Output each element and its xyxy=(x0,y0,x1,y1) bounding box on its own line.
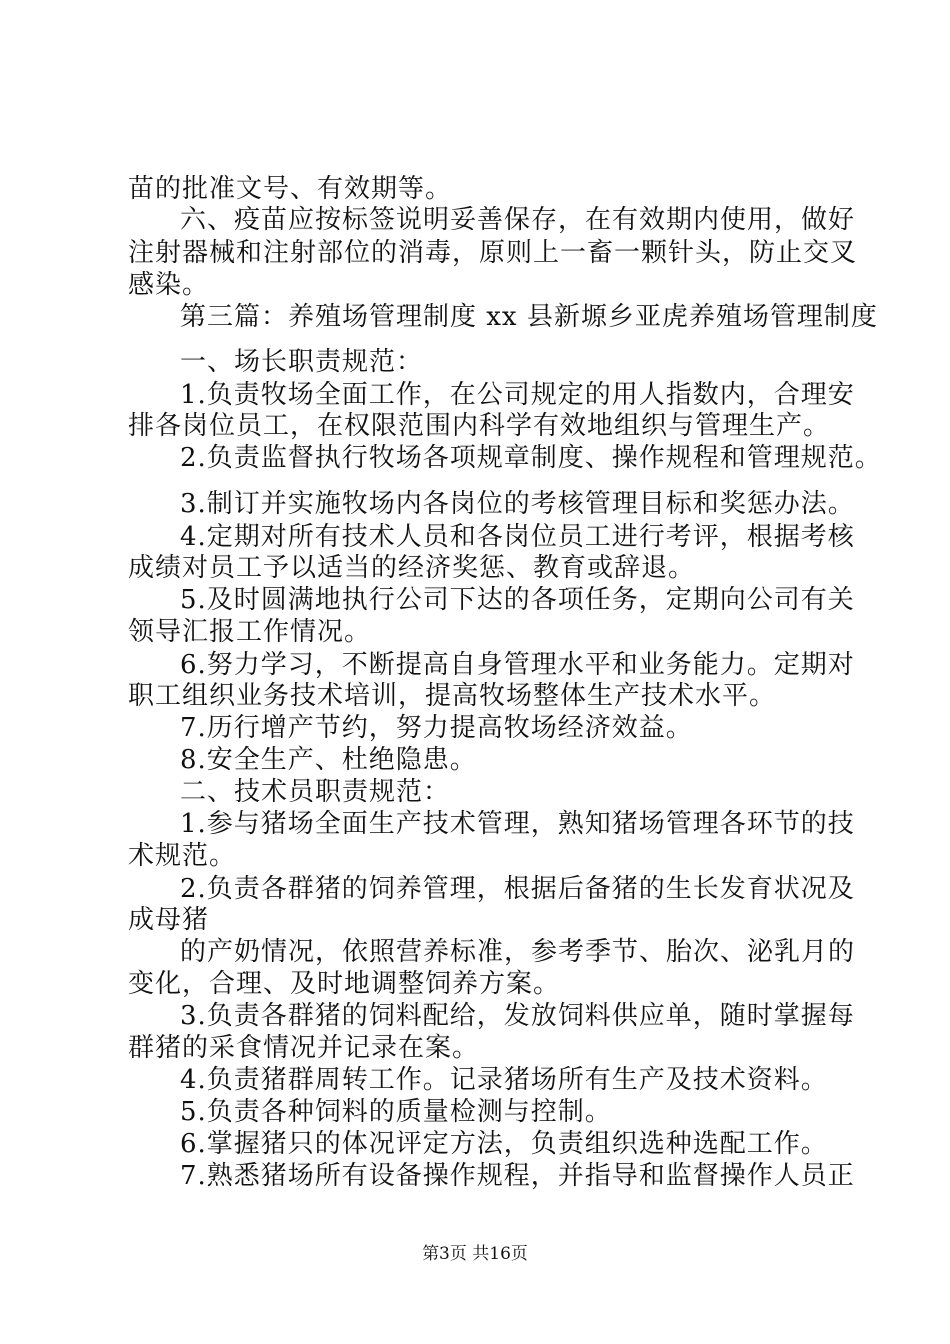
text-line: 变化，合理、及时地调整饲养方案。 xyxy=(128,969,561,999)
text-line: 7.历行增产节约，努力提高牧场经济效益。 xyxy=(180,713,693,743)
text-line: 2.负责监督执行牧场各项规章制度、操作规程和管理规范。 xyxy=(180,443,882,473)
text-line: 六、疫苗应按标签说明妥善保存，在有效期内使用，做好 xyxy=(180,205,856,235)
text-line: 4.定期对所有技术人员和各岗位员工进行考评，根据考核 xyxy=(180,522,855,552)
text-line: 5.负责各种饲料的质量检测与控制。 xyxy=(180,1097,612,1127)
text-line: 3.制订并实施牧场内各岗位的考核管理目标和奖惩办法。 xyxy=(180,489,855,519)
text-line: 排各岗位员工，在权限范围内科学有效地组织与管理生产。 xyxy=(128,411,831,441)
text-line: 术规范。 xyxy=(128,841,237,871)
section-heading: 第三篇：养殖场管理制度 xx 县新塬乡亚虎养殖场管理制度 xyxy=(180,302,878,332)
text-line: 苗的批准文号、有效期等。 xyxy=(128,174,453,204)
text-line: 1.参与猪场全面生产技术管理，熟知猪场管理各环节的技 xyxy=(180,809,855,839)
text-line: 职工组织业务技术培训，提高牧场整体生产技术水平。 xyxy=(128,681,777,711)
text-line: 一、场长职责规范： xyxy=(180,347,424,377)
text-line: 6.掌握猪只的体况评定方法，负责组织选种选配工作。 xyxy=(180,1129,828,1159)
text-line: 6.努力学习，不断提高自身管理水平和业务能力。定期对 xyxy=(180,650,855,680)
text-line: 领导汇报工作情况。 xyxy=(128,617,372,647)
text-line: 3.负责各群猪的饲料配给，发放饲料供应单，随时掌握每 xyxy=(180,1001,855,1031)
text-line: 感染。 xyxy=(128,270,210,300)
text-line: 注射器械和注射部位的消毒，原则上一畜一颗针头，防止交叉 xyxy=(128,238,858,268)
text-line: 成母猪 xyxy=(128,905,210,935)
text-line: 5.及时圆满地执行公司下达的各项任务，定期向公司有关 xyxy=(180,585,855,615)
text-line: 4.负责猪群周转工作。记录猪场所有生产及技术资料。 xyxy=(180,1065,828,1095)
page-number-footer: 第3页 共16页 xyxy=(422,1244,528,1264)
text-line: 8.安全生产、杜绝隐患。 xyxy=(180,745,477,775)
text-line: 的产奶情况，依照营养标准，参考季节、胎次、泌乳月的 xyxy=(180,937,856,967)
text-line: 7.熟悉猪场所有设备操作规程，并指导和监督操作人员正 xyxy=(180,1161,855,1191)
text-line: 2.负责各群猪的饲养管理，根据后备猪的生长发育状况及 xyxy=(180,874,855,904)
text-line: 群猪的采食情况并记录在案。 xyxy=(128,1033,480,1063)
text-line: 1.负责牧场全面工作，在公司规定的用人指数内，合理安 xyxy=(180,380,855,410)
section-heading: 二、技术员职责规范： xyxy=(180,777,451,807)
text-line: 成绩对员工予以适当的经济奖惩、教育或辞退。 xyxy=(128,553,696,583)
